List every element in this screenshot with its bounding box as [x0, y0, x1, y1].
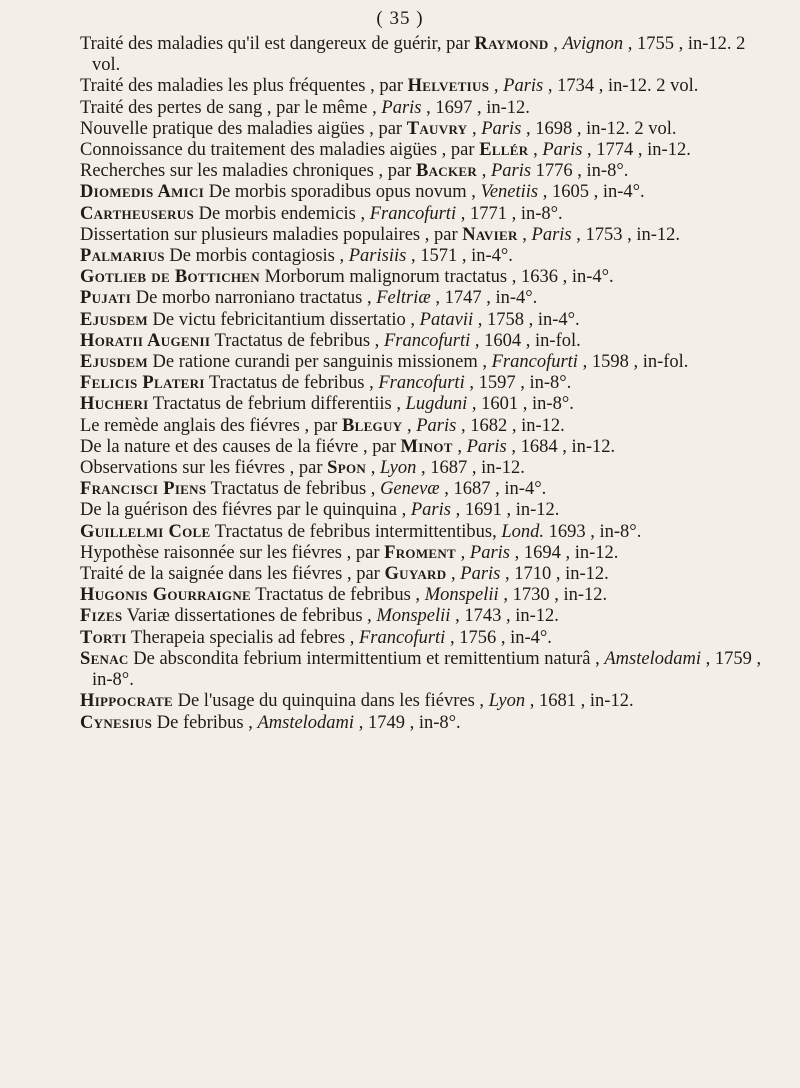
- page-number: ( 35 ): [376, 8, 424, 29]
- entry-text: De abscondita febrium intermittentium et remittentium naturâ ,: [128, 648, 605, 669]
- entry-imprint: , 1682 , in-12.: [456, 415, 565, 436]
- entry-text: De victu febricitantium dissertatio ,: [147, 309, 420, 330]
- entry-author: Helvetius: [407, 76, 490, 97]
- entry-imprint: , 1694 , in-12.: [510, 542, 619, 563]
- entry-text: Dissertation sur plusieurs maladies populaires , par: [80, 224, 463, 245]
- entry-text: Traité des pertes de sang , par le même ,: [80, 97, 382, 118]
- entry-imprint: , 1734 , in-12. 2 vol.: [543, 76, 699, 97]
- bibliography-entry: [80, 416, 770, 437]
- entry-imprint: , 1604 , in-fol.: [470, 330, 581, 351]
- entry-text: Traité des maladies qu'il est dangereux de guérir, par: [80, 34, 475, 54]
- entry-text: De l'usage du quinquina dans les fiévres ,: [172, 691, 489, 712]
- entry-imprint: , 1755 , in-12. 2 vol.: [92, 34, 746, 76]
- entry-imprint: , 1691 , in-12.: [450, 500, 560, 521]
- entry-place: Amstelodami: [604, 648, 701, 669]
- entry-place: Lond.: [501, 521, 544, 542]
- entry-imprint: 1693 , in-8°.: [544, 521, 642, 542]
- entry-place: Paris: [542, 140, 583, 161]
- entry-author: Ejusdem: [80, 352, 148, 373]
- entry-text: ,: [528, 140, 543, 161]
- entry-imprint: , 1687 , in-12.: [416, 458, 525, 479]
- entry-imprint: , 1753 , in-12.: [571, 224, 681, 245]
- entry-author: Diomedis Amici: [80, 182, 205, 203]
- entry-text: ,: [489, 76, 504, 97]
- entry-author: Minot: [400, 436, 453, 457]
- entry-author: Felicis Plateri: [80, 373, 205, 394]
- entry-place: Francofurti: [369, 203, 457, 224]
- entry-text: ,: [467, 118, 482, 139]
- bibliography-entry: [80, 161, 770, 182]
- entry-text: Tractatus de febribus ,: [206, 479, 381, 500]
- entry-place: Lyon: [379, 458, 417, 479]
- entry-text: ,: [446, 564, 461, 585]
- entry-imprint: , 1759 , in-8°.: [92, 648, 762, 691]
- entry-place: Paris: [416, 415, 457, 436]
- bibliography-entry: [80, 98, 770, 119]
- entry-text: Le remède anglais des fiévres , par: [80, 415, 342, 436]
- entry-text: Nouvelle pratique des maladies aigües , par: [80, 118, 407, 139]
- entry-place: Francofurti: [383, 330, 471, 351]
- entry-text: ,: [517, 224, 532, 245]
- entry-text: Hypothèse raisonnée sur les fiévres , par: [80, 542, 385, 563]
- bibliography-entry: [80, 628, 770, 649]
- entry-imprint: , 1749 , in-8°.: [354, 712, 461, 733]
- entry-text: Traité de la saignée dans les fiévres , par: [80, 564, 385, 585]
- entry-place: Monspelii: [424, 585, 499, 606]
- bibliography-entry: [80, 352, 770, 373]
- bibliography-entry: [80, 394, 770, 415]
- entry-text: Morborum malignorum tractatus ,: [259, 267, 521, 288]
- entry-place: Paris: [466, 436, 507, 457]
- entry-author: Backer: [415, 161, 478, 182]
- entry-place: Lugduni: [405, 394, 468, 415]
- bibliography-entry: [80, 140, 770, 161]
- entry-text: De morbis contagiosis ,: [164, 246, 349, 267]
- entry-text: ,: [452, 436, 467, 457]
- entry-imprint: , 1710 , in-12.: [500, 564, 609, 585]
- entry-imprint: , 1771 , in-8°.: [456, 203, 563, 224]
- entry-imprint: , 1601 , in-8°.: [467, 394, 574, 415]
- bibliography-entry: [80, 479, 770, 500]
- entry-text: ,: [548, 34, 563, 54]
- entry-place: Paris: [469, 542, 510, 563]
- entry-text: De morbis sporadibus opus novum ,: [204, 182, 481, 203]
- entry-author: Hugonis Gourraigne: [80, 585, 251, 606]
- entry-text: ,: [456, 542, 470, 563]
- entry-text: Recherches sur les maladies chroniques , par: [80, 161, 416, 182]
- entry-place: Francofurti: [491, 352, 578, 373]
- entry-text: Tractatus de febribus ,: [204, 373, 379, 394]
- entry-place: Paris: [481, 118, 522, 139]
- entry-text: ,: [477, 161, 491, 182]
- bibliography-entry: [80, 246, 770, 267]
- entry-place: Amstelodami: [257, 712, 355, 733]
- entry-author: Hucheri: [80, 394, 149, 415]
- entry-place: Francofurti: [358, 627, 446, 648]
- entry-imprint: , 1743 , in-12.: [450, 606, 559, 627]
- entry-author: Guillelmi Cole: [80, 521, 211, 542]
- bibliography-entry: [80, 267, 770, 288]
- bibliography-entry: [80, 310, 770, 331]
- entry-text: ,: [402, 415, 417, 436]
- entry-imprint: , 1571 , in-4°.: [406, 246, 513, 267]
- bibliography-entry: [80, 34, 770, 76]
- entry-author: Hippocrate: [80, 691, 173, 712]
- entry-author: Ellér: [479, 140, 529, 161]
- bibliography-entry: [80, 225, 770, 246]
- entry-place: Paris: [490, 161, 532, 182]
- entry-place: Lyon: [488, 691, 526, 712]
- entry-imprint: , 1598 , in-fol.: [577, 352, 689, 373]
- entry-imprint: , 1698 , in-12. 2 vol.: [521, 118, 677, 139]
- entry-author: Raymond: [474, 34, 549, 54]
- entry-author: Tauvry: [406, 118, 468, 139]
- entry-author: Palmarius: [80, 246, 165, 267]
- entry-place: Feltriæ: [376, 288, 431, 309]
- bibliography-entry: [80, 204, 770, 225]
- bibliography-entry: [80, 331, 770, 352]
- entry-place: Patavii: [419, 309, 474, 330]
- entry-imprint: 1776 , in-8°.: [531, 161, 629, 182]
- entry-author: Ejusdem: [80, 309, 148, 330]
- entry-imprint: , 1697 , in-12.: [421, 97, 530, 118]
- entry-text: Variæ dissertationes de febribus ,: [122, 606, 377, 627]
- entry-imprint: , 1681 , in-12.: [525, 691, 634, 712]
- entry-author: Spon: [327, 458, 367, 479]
- bibliography-list: [80, 34, 770, 734]
- entry-author: Froment: [384, 542, 457, 563]
- entry-text: Therapeia specialis ad febres ,: [126, 627, 359, 648]
- entry-author: Torti: [80, 627, 127, 648]
- entry-place: Paris: [381, 97, 422, 118]
- entry-text: De ratione curandi per sanguinis missionem ,: [147, 352, 492, 373]
- entry-author: Bleguy: [341, 415, 403, 436]
- entry-imprint: , 1605 , in-4°.: [538, 182, 645, 203]
- entry-place: Paris: [503, 76, 544, 97]
- entry-author: Senac: [80, 648, 129, 669]
- entry-text: De febribus ,: [152, 712, 258, 733]
- entry-author: Cartheuserus: [80, 203, 195, 224]
- bibliography-entry: [80, 373, 770, 394]
- entry-place: Genevæ: [380, 479, 440, 500]
- entry-text: De la guérison des fiévres par le quinquina ,: [80, 500, 411, 521]
- bibliography-entry: [80, 543, 770, 564]
- entry-author: Guyard: [384, 564, 447, 585]
- entry-text: Observations sur les fiévres , par: [80, 458, 328, 479]
- entry-text: Tractatus de febribus ,: [210, 330, 384, 351]
- entry-author: Pujati: [80, 288, 132, 309]
- entry-imprint: , 1747 , in-4°.: [430, 288, 538, 309]
- entry-place: Parisiis: [348, 246, 407, 267]
- entry-author: Fizes: [80, 606, 123, 627]
- entry-imprint: , 1730 , in-12.: [498, 585, 608, 606]
- entry-text: ,: [366, 458, 380, 479]
- bibliography-entry: [80, 691, 770, 712]
- entry-place: Paris: [460, 564, 501, 585]
- bibliography-entry: [80, 437, 770, 458]
- entry-text: Connoissance du traitement des maladies aigües , par: [80, 140, 480, 161]
- entry-imprint: , 1684 , in-12.: [506, 436, 616, 457]
- entry-place: Avignon: [562, 34, 624, 54]
- entry-imprint: , 1758 , in-4°.: [473, 309, 580, 330]
- entry-place: Venetiis: [480, 182, 539, 203]
- entry-place: Paris: [531, 224, 572, 245]
- entry-text: De la nature et des causes de la fiévre , par: [80, 436, 401, 457]
- entry-author: Gotlieb de Bottichen: [80, 267, 260, 288]
- bibliography-entry: [80, 522, 770, 543]
- bibliography-entry: [80, 564, 770, 585]
- entry-text: Traité des maladies les plus fréquentes , par: [80, 76, 408, 97]
- entry-author: Navier: [462, 224, 518, 245]
- entry-place: Paris: [410, 500, 451, 521]
- entry-text: Tractatus de febribus intermittentibus,: [210, 521, 502, 542]
- entry-author: Horatii Augenii: [80, 330, 211, 351]
- bibliography-entry: [80, 606, 770, 627]
- bibliography-entry: [80, 119, 770, 140]
- entry-text: Tractatus de febrium differentiis ,: [148, 394, 406, 415]
- bibliography-entry: [80, 458, 770, 479]
- entry-imprint: , 1756 , in-4°.: [445, 627, 552, 648]
- entry-imprint: 1636 , in-4°.: [520, 267, 614, 288]
- bibliography-entry: [80, 713, 770, 734]
- bibliography-entry: [80, 288, 770, 309]
- entry-text: De morbis endemicis ,: [194, 203, 370, 224]
- entry-place: Monspelii: [376, 606, 451, 627]
- entry-place: Francofurti: [378, 373, 465, 394]
- bibliography-entry: [80, 500, 770, 521]
- entry-imprint: , 1774 , in-12.: [582, 140, 691, 161]
- bibliography-entry: [80, 649, 770, 691]
- bibliography-entry: [80, 76, 770, 97]
- entry-text: De morbo narroniano tractatus ,: [131, 288, 377, 309]
- entry-imprint: , 1597 , in-8°.: [464, 373, 572, 394]
- entry-author: Francisci Piens: [80, 479, 207, 500]
- entry-author: Cynesius: [80, 712, 153, 733]
- entry-text: Tractatus de febribus ,: [251, 585, 425, 606]
- bibliography-entry: [80, 585, 770, 606]
- entry-imprint: , 1687 , in-4°.: [439, 479, 547, 500]
- bibliography-entry: [80, 182, 770, 203]
